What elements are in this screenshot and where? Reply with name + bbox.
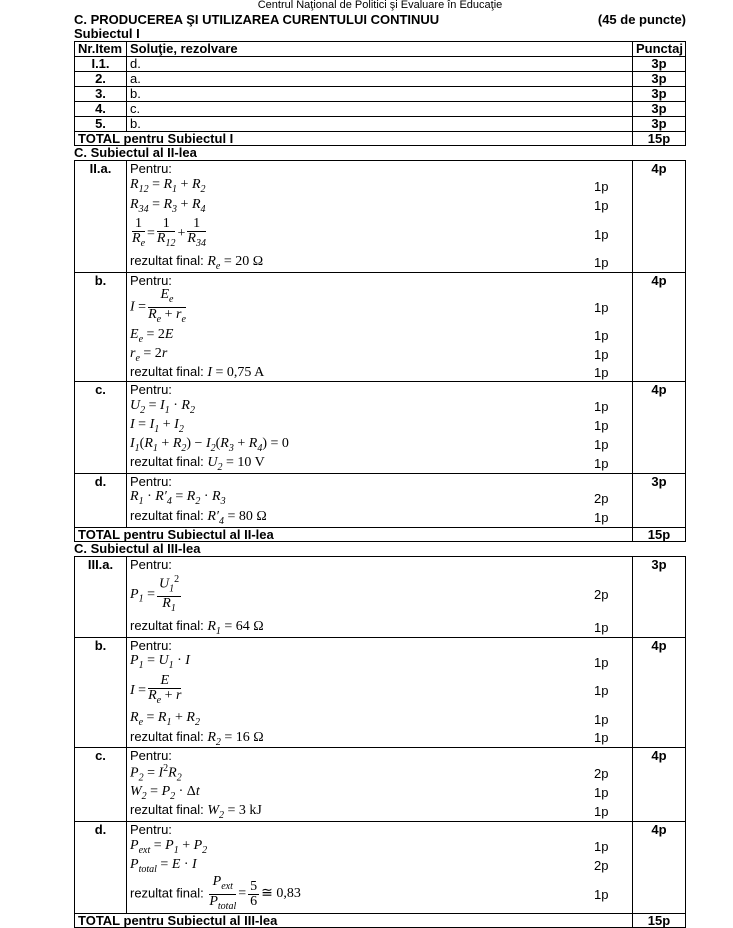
section-title [74, 12, 686, 27]
answer: b. [127, 117, 633, 132]
line-points: 1p [594, 804, 609, 820]
line-points: 1p [594, 418, 609, 433]
solution-cell [127, 161, 633, 273]
result-label: rezultat final: [130, 507, 204, 523]
subject-1-title: Subiectul I [74, 26, 140, 41]
result-label: rezultat final: [130, 454, 204, 469]
result-label: rezultat final: [130, 728, 204, 744]
solution-cell [127, 822, 633, 914]
line-points: 1p [594, 785, 609, 801]
formula-line: $E_e = 2E$ 1p [130, 326, 629, 345]
total-label: TOTAL pentru Subiectul al II-lea [75, 527, 633, 541]
line-points: 1p [594, 226, 609, 242]
item-number: 4. [75, 102, 127, 117]
pentru-label: Pentru: [130, 161, 172, 176]
line-points: 1p [594, 328, 609, 343]
formula-line: $\frac{1}{R_e}$ = $\frac{1}{R_{12}}$ + $\frac{1}{R_{34}}$ 1p [130, 215, 629, 253]
result-line: rezultat final: $R_e = 20$ Ω 1p [130, 253, 629, 272]
item-points: 3p [633, 87, 686, 102]
item-points: 4p [633, 161, 686, 273]
formula-line: I = $\frac{E}{R_e + r}$ 1p [130, 672, 629, 710]
item-points: 3p [633, 117, 686, 132]
line-points: 1p [594, 509, 609, 525]
total-label: TOTAL pentru Subiectul al III-lea [75, 914, 633, 928]
line-points: 1p [594, 711, 609, 727]
item-number: d. [75, 822, 127, 914]
pentru-label: Pentru: [130, 382, 172, 397]
line-points: 2p [594, 765, 609, 781]
subject-2-title: C. Subiectul al II-lea [74, 145, 197, 160]
formula-line: $U_2 = I_1 \cdot R_2$ 1p [130, 397, 629, 416]
line-points: 1p [594, 886, 609, 902]
formula-line: $P_{ext} = P_1 + P_2$ 1p [130, 837, 629, 856]
table-row [75, 72, 686, 87]
line-points: 1p [594, 683, 609, 699]
table-row [75, 637, 686, 748]
item-points: 3p [633, 473, 686, 527]
result-line: rezultat final: I = 0,75 A 1p [130, 364, 629, 381]
solution-cell [127, 473, 633, 527]
formula-line: $P_1 = U_1 \cdot I$ 1p [130, 653, 629, 672]
table-row [75, 473, 686, 527]
formula-line: $R_e = R_1 + R_2$ 1p [130, 710, 629, 729]
item-points: 3p [633, 556, 686, 637]
formula-line: $r_e = 2r$ 1p [130, 345, 629, 364]
item-number: d. [75, 473, 127, 527]
table-row [75, 382, 686, 474]
answer: b. [127, 87, 633, 102]
table-row [75, 273, 686, 382]
result-line: rezultat final: $W_2 = 3$ kJ 1p [130, 802, 629, 821]
header-item: Nr.Item [75, 42, 127, 57]
formula-line: I = $\frac{E_e}{R_e + r_e}$ 1p [130, 288, 629, 326]
line-points: 1p [594, 619, 609, 635]
line-points: 1p [594, 198, 609, 213]
line-points: 1p [594, 839, 609, 855]
header-points: Punctaj [633, 42, 686, 57]
result-line: rezultat final: $R_1 = 64$ Ω 1p [130, 618, 629, 637]
result-label: rezultat final: [130, 802, 204, 818]
table-row [75, 822, 686, 914]
table-row [75, 57, 686, 72]
item-number: 3. [75, 87, 127, 102]
formula-line: $P_1$ = $\frac{U_1^2}{R_1}$ 2p [130, 572, 629, 618]
item-points: 3p [633, 102, 686, 117]
subject-2-table [74, 160, 686, 542]
formula-line: $R_{12} = R_1 + R_2$ 1p [130, 176, 629, 196]
formula-line: $R_1 \cdot R'_4 = R_2 \cdot R_3$ 2p [130, 489, 629, 508]
table-row [75, 87, 686, 102]
item-number: II.a. [75, 161, 127, 273]
total-row [75, 527, 686, 541]
item-points: 4p [633, 273, 686, 382]
line-points: 2p [594, 490, 609, 506]
total-points: 15p [633, 914, 686, 928]
result-line: rezultat final: $R_2 = 16$ Ω 1p [130, 729, 629, 748]
line-points: 1p [594, 299, 609, 315]
pentru-label: Pentru: [130, 822, 172, 838]
solution-cell [127, 382, 633, 474]
institution-header: Centrul Naţional de Politici şi Evaluare în Educaţie [257, 0, 503, 11]
item-number: III.a. [75, 556, 127, 637]
line-points: 2p [594, 858, 609, 874]
item-number: c. [75, 748, 127, 822]
subject-3-table [74, 556, 686, 928]
formula-line: $P_2 = I^2R_2$ 2p [130, 763, 629, 783]
line-points: 2p [594, 587, 609, 603]
table-row [75, 161, 686, 273]
item-points: 4p [633, 748, 686, 822]
item-number: b. [75, 637, 127, 748]
item-number: I.1. [75, 57, 127, 72]
answer: d. [127, 57, 633, 72]
line-points: 1p [594, 455, 609, 471]
total-points: 15p [633, 132, 686, 146]
formula-line: $I_1(R_1 + R_2) - I_2(R_3 + R_4) = 0$ 1p [130, 435, 629, 454]
item-number: 2. [75, 72, 127, 87]
item-number: b. [75, 273, 127, 382]
barem-page [74, 0, 686, 928]
result-label: rezultat final: [130, 253, 204, 269]
item-points: 3p [633, 72, 686, 87]
subject-1-table [74, 41, 686, 146]
line-points: 1p [594, 178, 609, 194]
pentru-label: Pentru: [130, 637, 172, 653]
line-points: 1p [594, 654, 609, 670]
item-points: 3p [633, 57, 686, 72]
line-points: 1p [594, 347, 609, 362]
table-row [75, 556, 686, 637]
table-header-row [75, 42, 686, 57]
pentru-label: Pentru: [130, 556, 172, 572]
pentru-label: Pentru: [130, 748, 172, 764]
header-solution: Soluţie, rezolvare [127, 42, 633, 57]
formula-line: $I = I_1 + I_2$ 1p [130, 416, 629, 435]
result-label: rezultat final: [130, 617, 204, 633]
result-line: rezultat final: $U_2 = 10$ V 1p [130, 454, 629, 473]
line-points: 1p [594, 399, 609, 414]
solution-cell [127, 556, 633, 637]
result-label: rezultat final: [130, 885, 204, 901]
table-row [75, 748, 686, 822]
table-row [75, 102, 686, 117]
formula-line: $R_{34} = R_3 + R_4$ 1p [130, 196, 629, 215]
item-points: 4p [633, 637, 686, 748]
total-points: 15p [633, 527, 686, 541]
section-points: (45 de puncte) [597, 12, 686, 27]
table-row [75, 117, 686, 132]
line-points: 1p [594, 437, 609, 452]
solution-cell [127, 637, 633, 748]
formula-line: $W_2 = P_2 \cdot \Delta t$ 1p [130, 783, 629, 802]
formula-line: $P_{total} = E \cdot I$ 2p [130, 856, 629, 875]
line-points: 1p [594, 365, 609, 380]
pentru-label: Pentru: [130, 473, 172, 489]
section-name: C. PRODUCEREA ŞI UTILIZAREA CURENTULUI CONTINUU [74, 12, 440, 27]
solution-cell [127, 273, 633, 382]
pentru-label: Pentru: [130, 273, 172, 288]
item-points: 4p [633, 822, 686, 914]
total-row [75, 132, 686, 146]
subject-3-title: C. Subiectul al III-lea [74, 540, 201, 556]
item-number: c. [75, 382, 127, 474]
item-number: 5. [75, 117, 127, 132]
solution-cell [127, 748, 633, 822]
result-label: rezultat final: [130, 364, 204, 379]
line-points: 1p [594, 255, 609, 270]
line-points: 1p [594, 730, 609, 746]
result-line: rezultat final: $\frac{P_{ext}}{P_{total}}$ = $\frac{5}{6}$ ≅ 0,83 1p [130, 875, 629, 913]
item-points: 4p [633, 382, 686, 474]
result-line: rezultat final: $R'_4 = 80$ Ω 1p [130, 508, 629, 527]
answer: a. [127, 72, 633, 87]
answer: c. [127, 102, 633, 117]
total-label: TOTAL pentru Subiectul I [75, 132, 633, 146]
